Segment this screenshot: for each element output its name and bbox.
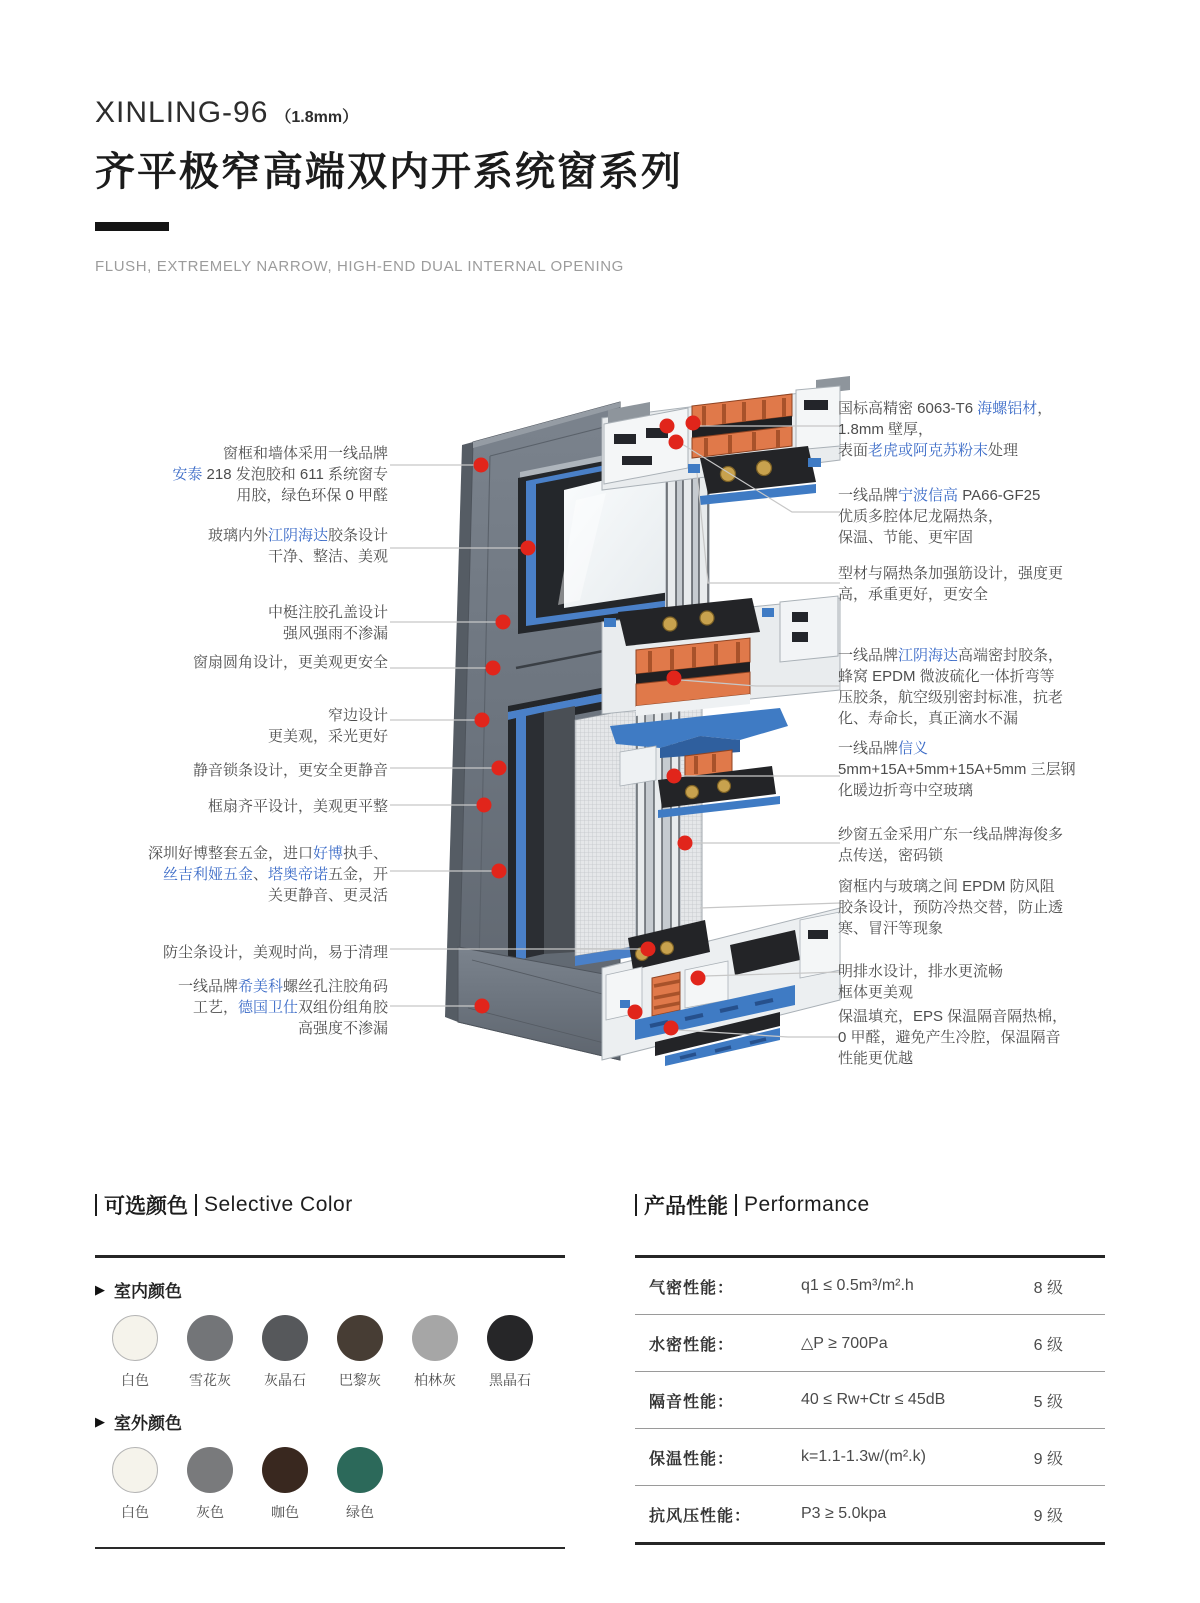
swatch-name: 白色 xyxy=(121,1372,149,1388)
callout-line: 保温、节能、更牢固 xyxy=(838,529,974,546)
callout-line: 高，承重更好，更安全 xyxy=(838,586,989,603)
performance-grade: 5 级 xyxy=(1033,1393,1063,1411)
callout-line: 窗框内与玻璃之间 EPDM 防风阻 xyxy=(838,878,1055,895)
callout-right-9 xyxy=(838,1006,1138,1069)
colors-section-header xyxy=(95,1190,565,1220)
callout-right-3 xyxy=(838,563,1138,605)
callout-line: 5mm+15A+5mm+15A+5mm 三层钢 xyxy=(838,761,1076,778)
callout-line: 更美观，采光更好 xyxy=(267,728,388,745)
callout-line: 明排水设计，排水更流畅 xyxy=(838,963,1004,980)
swatch-name: 咖色 xyxy=(271,1504,299,1520)
callout-line: 压胶条，航空级别密封标准，抗老 xyxy=(838,689,1064,706)
performance-value: P3 ≥ 5.0kpa xyxy=(801,1505,887,1522)
title-underline xyxy=(95,222,169,231)
callout-line: 化、寿命长，真正滴水不漏 xyxy=(838,710,1019,727)
performance-value: q1 ≤ 0.5m³/m².h xyxy=(801,1277,914,1294)
brand-row xyxy=(95,96,683,130)
performance-title-cn: 产品性能 xyxy=(644,1195,728,1218)
performance-row-1 xyxy=(635,1258,1105,1315)
top-cross-section xyxy=(602,376,850,505)
swatch-row xyxy=(95,1315,565,1390)
callout-line: 用胶，绿色环保 0 甲醛 xyxy=(236,487,388,504)
performance-title-en: Performance xyxy=(744,1193,870,1216)
swatch-name: 灰色 xyxy=(196,1504,224,1520)
swatch-name: 灰晶石 xyxy=(264,1372,306,1388)
triangle-marker-icon: ▶ xyxy=(95,1281,105,1297)
performance-row-4 xyxy=(635,1429,1105,1486)
callout-line: 纱窗五金采用广东一线品牌海俊多 xyxy=(838,826,1064,843)
section-rule xyxy=(95,1255,565,1258)
callout-line: 中梃注胶孔盖设计 xyxy=(267,604,388,621)
callout-line: 型材与隔热条加强筋设计，强度更 xyxy=(838,565,1064,582)
callout-line: 国标高精密 6063-T6 海螺铝材， xyxy=(838,400,1053,417)
performance-row-3 xyxy=(635,1372,1105,1429)
performance-grade: 9 级 xyxy=(1033,1450,1063,1468)
swatch-circle xyxy=(487,1315,533,1361)
callout-left-2 xyxy=(58,525,388,567)
callout-line: 胶条设计，预防冷热交替，防止透 xyxy=(838,899,1064,916)
callout-line: 窗框和墙体采用一线品牌 xyxy=(222,445,388,462)
swatch-name: 巴黎灰 xyxy=(339,1372,381,1388)
callout-line: 点传送，密码锁 xyxy=(838,847,944,864)
callout-line: 玻璃内外江阴海达胶条设计 xyxy=(207,527,388,544)
performance-label: 隔音性能： xyxy=(649,1393,735,1411)
callout-line: 一线品牌宁波信高 PA66-GF25 xyxy=(838,487,1041,504)
performance-label: 保温性能： xyxy=(649,1450,735,1468)
divider-bar xyxy=(195,1194,197,1216)
callout-line: 窄边设计 xyxy=(327,707,388,724)
swatch-circle xyxy=(412,1315,458,1361)
performance-section xyxy=(635,1190,1105,1545)
section-bottom-rule xyxy=(95,1547,565,1549)
callout-line: 寒、冒汗等现象 xyxy=(838,920,944,937)
callout-left-5 xyxy=(58,705,388,747)
swatch-circle xyxy=(337,1447,383,1493)
color-swatch xyxy=(187,1315,233,1390)
callout-line: 工艺，德国卫仕双组份组角胶 xyxy=(192,999,388,1016)
callout-left-3 xyxy=(58,602,388,644)
callout-left-4 xyxy=(58,652,388,673)
color-groups xyxy=(95,1277,565,1522)
callout-line: 静音锁条设计，更安全更静音 xyxy=(192,762,388,779)
swatch-circle xyxy=(112,1315,158,1361)
callout-line: 一线品牌信义 xyxy=(838,740,929,757)
swatch-circle xyxy=(112,1447,158,1493)
performance-section-header xyxy=(635,1190,1105,1220)
callout-right-4 xyxy=(838,645,1138,729)
color-group-label-2: ▶ 室外颜色 xyxy=(95,1413,182,1433)
callout-line: 0 甲醛，避免产生冷腔，保温隔音 xyxy=(838,1029,1061,1046)
callout-line: 窗扇圆角设计，更美观更安全 xyxy=(192,654,388,671)
color-swatch xyxy=(187,1447,233,1522)
callout-right-1 xyxy=(838,398,1138,461)
swatch-name: 雪花灰 xyxy=(189,1372,231,1388)
color-swatch xyxy=(337,1447,383,1522)
callout-line: 关更静音、更灵活 xyxy=(267,887,388,904)
color-swatch xyxy=(112,1447,158,1522)
callout-line: 性能更优越 xyxy=(838,1050,914,1067)
callout-line: 蜂窝 EPDM 微波硫化一体折弯等 xyxy=(838,668,1055,685)
subtitle-en: FLUSH, EXTREMELY NARROW, HIGH-END DUAL INTERNAL OPENING xyxy=(95,258,624,275)
performance-grade: 8 级 xyxy=(1033,1279,1063,1297)
swatch-circle xyxy=(262,1447,308,1493)
performance-label: 气密性能： xyxy=(649,1279,735,1297)
header xyxy=(95,96,683,275)
callout-line: 深圳好博整套五金，进口好博执手、 xyxy=(147,845,388,862)
performance-table xyxy=(635,1255,1105,1545)
performance-value: △P ≥ 700Pa xyxy=(801,1335,888,1352)
performance-grade: 9 级 xyxy=(1033,1507,1063,1525)
callout-line: 一线品牌江阴海达高端密封胶条， xyxy=(838,647,1064,664)
callout-line: 安泰 218 发泡胶和 611 系统窗专 xyxy=(172,466,388,483)
performance-value: k=1.1-1.3w/(m².k) xyxy=(801,1448,926,1465)
callout-left-6 xyxy=(58,760,388,781)
color-swatch xyxy=(487,1315,533,1390)
swatch-name: 黑晶石 xyxy=(489,1372,531,1388)
callout-line: 强风强雨不渗漏 xyxy=(282,625,388,642)
callout-line: 框扇齐平设计，美观更平整 xyxy=(207,798,388,815)
callout-line: 优质多腔体尼龙隔热条， xyxy=(838,508,1004,525)
callout-left-10 xyxy=(58,976,388,1039)
performance-row-5 xyxy=(635,1486,1105,1542)
callout-left-7 xyxy=(58,796,388,817)
swatch-circle xyxy=(337,1315,383,1361)
swatch-name: 绿色 xyxy=(346,1504,374,1520)
callout-left-1 xyxy=(58,443,388,506)
callout-line: 1.8mm 壁厚， xyxy=(838,421,934,438)
brand-name: XINLING-96 xyxy=(95,96,269,129)
performance-label: 抗风压性能： xyxy=(649,1507,752,1525)
divider-bar xyxy=(635,1194,637,1216)
color-swatch xyxy=(262,1315,308,1390)
color-swatch xyxy=(262,1447,308,1522)
performance-value: 40 ≤ Rw+Ctr ≤ 45dB xyxy=(801,1391,946,1408)
divider-bar xyxy=(735,1194,737,1216)
callout-right-7 xyxy=(838,876,1138,939)
colors-section xyxy=(95,1190,565,1549)
callout-line: 保温填充，EPS 保温隔音隔热棉， xyxy=(838,1008,1068,1025)
callout-line: 丝吉利娅五金、塔奥帝诺五金，开 xyxy=(162,866,388,883)
callout-line: 框体更美观 xyxy=(838,984,914,1001)
colors-title-cn: 可选颜色 xyxy=(104,1195,188,1218)
color-swatch xyxy=(112,1315,158,1390)
swatch-circle xyxy=(187,1447,233,1493)
swatch-circle xyxy=(262,1315,308,1361)
callout-right-2 xyxy=(838,485,1138,548)
callout-line: 化暖边折弯中空玻璃 xyxy=(838,782,974,799)
brand-spec: （1.8mm） xyxy=(275,109,359,126)
color-swatch xyxy=(337,1315,383,1390)
triangle-marker-icon: ▶ xyxy=(95,1413,105,1429)
colors-title-en: Selective Color xyxy=(204,1193,353,1216)
performance-row-2 xyxy=(635,1315,1105,1372)
callout-line: 高强度不渗漏 xyxy=(297,1020,388,1037)
callout-line: 防尘条设计，美观时尚，易于清理 xyxy=(162,944,388,961)
color-swatch xyxy=(412,1315,458,1390)
performance-label: 水密性能： xyxy=(649,1336,735,1354)
swatch-row xyxy=(95,1447,565,1522)
page-title: 齐平极窄高端双内开系统窗系列 xyxy=(95,150,683,194)
callout-right-6 xyxy=(838,824,1138,866)
callout-left-8 xyxy=(58,843,388,906)
performance-grade: 6 级 xyxy=(1033,1336,1063,1354)
swatch-name: 柏林灰 xyxy=(414,1372,456,1388)
divider-bar xyxy=(95,1194,97,1216)
swatch-name: 白色 xyxy=(121,1504,149,1520)
callout-line: 表面老虎或阿克苏粉末处理 xyxy=(838,442,1019,459)
callout-left-9 xyxy=(58,942,388,963)
callout-line: 一线品牌希美科螺丝孔注胶角码 xyxy=(177,978,388,995)
swatch-circle xyxy=(187,1315,233,1361)
callout-line: 干净、整洁、美观 xyxy=(267,548,388,565)
callout-right-5 xyxy=(838,738,1138,801)
callout-right-8 xyxy=(838,961,1138,1003)
color-group-label-1: ▶ 室内颜色 xyxy=(95,1281,182,1301)
